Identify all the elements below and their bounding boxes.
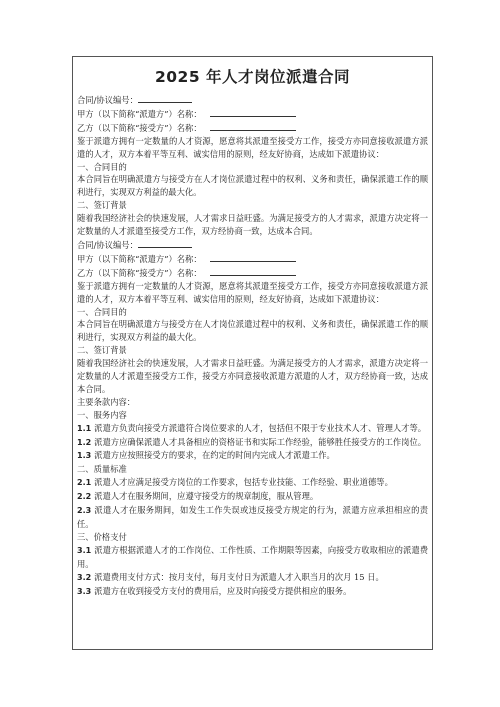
party-a-label: 甲方（以下简称“派遣方”）名称： <box>77 253 202 264</box>
party-a-blank <box>210 107 296 117</box>
main-terms-heading: 主要条款内容： <box>77 396 136 407</box>
clause-number: 2.3 <box>77 506 92 516</box>
clause-number: 1.3 <box>77 451 92 461</box>
contract-number-blank <box>138 238 192 248</box>
party-b-row <box>77 266 428 280</box>
document-body <box>73 93 432 598</box>
clause-text: 派遣方应按照接受方的要求，在约定的时间内完成人才派遣工作。 <box>94 450 335 461</box>
party-a-row <box>77 107 428 121</box>
contract-number-label: 合同/协议编号： <box>77 239 138 250</box>
purpose-paragraph: 本合同旨在明确派遣方与接受方在人才岗位派遣过程中的权利、义务和责任，确保派遣工作的顺利进行，实现双方利益的最大化。 <box>77 174 428 198</box>
party-a-blank <box>210 252 296 262</box>
party-b-blank <box>210 121 296 131</box>
clause-item <box>77 544 428 571</box>
clause-text: 派遣费用支付方式：按月支付，每月支付日为派遣人才入职当月的次月 15 日。 <box>94 571 384 582</box>
party-b-label: 乙方（以下简称“接受方”）名称： <box>77 267 202 278</box>
contract-number-row <box>77 238 428 252</box>
party-a-label: 甲方（以下简称“派遣方”）名称： <box>77 108 202 119</box>
background-paragraph: 随着我国经济社会的快速发展，人才需求日益旺盛。为满足接受方的人才需求，派遣方决定将一定数量的人才派遣至接受方工作，接受方亦同意接收派遣方派遣的人才，双方经协商一致，达成本合同。 <box>77 358 428 394</box>
intro-paragraph: 鉴于派遣方拥有一定数量的人才资源，愿意将其派遣至接受方工作，接受方亦同意接收派遣方派遣的人才，双方本着平等互利、诚实信用的原则，经友好协商，达成如下派遣协议： <box>77 135 428 159</box>
section-heading: 一、合同目的 <box>77 306 127 317</box>
section-heading: 二、质量标准 <box>77 464 127 475</box>
clause-item <box>77 490 428 504</box>
document-title: 2025 年人才岗位派遣合同 <box>154 68 351 86</box>
clause-number: 2.1 <box>77 478 92 488</box>
clause-number: 2.2 <box>77 492 92 502</box>
purpose-paragraph: 本合同旨在明确派遣方与接受方在人才岗位派遣过程中的权利、义务和责任，确保派遣工作的顺利进行，实现双方利益的最大化。 <box>77 319 428 343</box>
section-heading: 一、服务内容 <box>77 409 127 420</box>
section-heading: 一、合同目的 <box>77 161 127 172</box>
section-heading: 二、签订背景 <box>77 345 127 356</box>
background-paragraph: 随着我国经济社会的快速发展，人才需求日益旺盛。为满足接受方的人才需求，派遣方决定将一定数量的人才派遣至接受方工作，双方经协商一致，达成本合同。 <box>77 213 428 237</box>
clause-number: 3.1 <box>77 545 92 555</box>
clause-number: 1.1 <box>77 423 92 433</box>
clause-number: 3.3 <box>77 586 92 596</box>
party-b-label: 乙方（以下简称“接受方”）名称： <box>77 122 202 133</box>
party-b-blank <box>210 266 296 276</box>
clause-number: 1.2 <box>77 437 92 447</box>
section-heading: 二、签订背景 <box>77 200 127 211</box>
party-a-row <box>77 252 428 266</box>
clause-text: 派遣人才在服务期间，应遵守接受方的规章制度，服从管理。 <box>94 491 319 502</box>
clause-item <box>77 422 428 436</box>
clause-item <box>77 449 428 463</box>
clause-item <box>77 571 428 585</box>
clause-item <box>77 436 428 450</box>
contract-number-label: 合同/协议编号： <box>77 95 138 105</box>
clause-item <box>77 476 428 490</box>
contract-number-row <box>77 93 428 107</box>
clause-text: 派遣方在收到接受方支付的费用后，应及时向接受方提供相应的服务。 <box>94 585 352 596</box>
clause-text: 派遣方应确保派遣人才具备相应的资格证书和实际工作经验，能够胜任接受方的工作岗位。 <box>94 436 427 447</box>
party-b-row <box>77 121 428 135</box>
contract-document <box>72 56 433 650</box>
contract-number-blank <box>138 93 192 103</box>
clause-item <box>77 504 428 531</box>
section-heading: 三、价格支付 <box>77 531 127 542</box>
intro-paragraph: 鉴于派遣方拥有一定数量的人才资源，愿意将其派遣至接受方工作，接受方亦同意接收派遣方派遣的人才，双方本着平等互利、诚实信用的原则，经友好协商，达成如下派遣协议： <box>77 280 428 304</box>
clause-text: 派遣人才应满足接受方岗位的工作要求，包括专业技能、工作经验、职业道德等。 <box>94 477 393 488</box>
clause-text: 派遣人才在服务期间，如发生工作失误或违反接受方规定的行为，派遣方应承担相应的责任。 <box>77 505 428 529</box>
clause-text: 派遣方根据派遣人才的工作岗位、工作性质、工作期限等因素，向接受方收取相应的派遣费用。 <box>77 544 428 569</box>
clause-item <box>77 585 428 599</box>
clause-number: 3.2 <box>77 572 92 582</box>
clause-text: 派遣方负责向接受方派遣符合岗位要求的人才，包括但不限于专业技术人才、管理人才等。 <box>94 422 427 433</box>
